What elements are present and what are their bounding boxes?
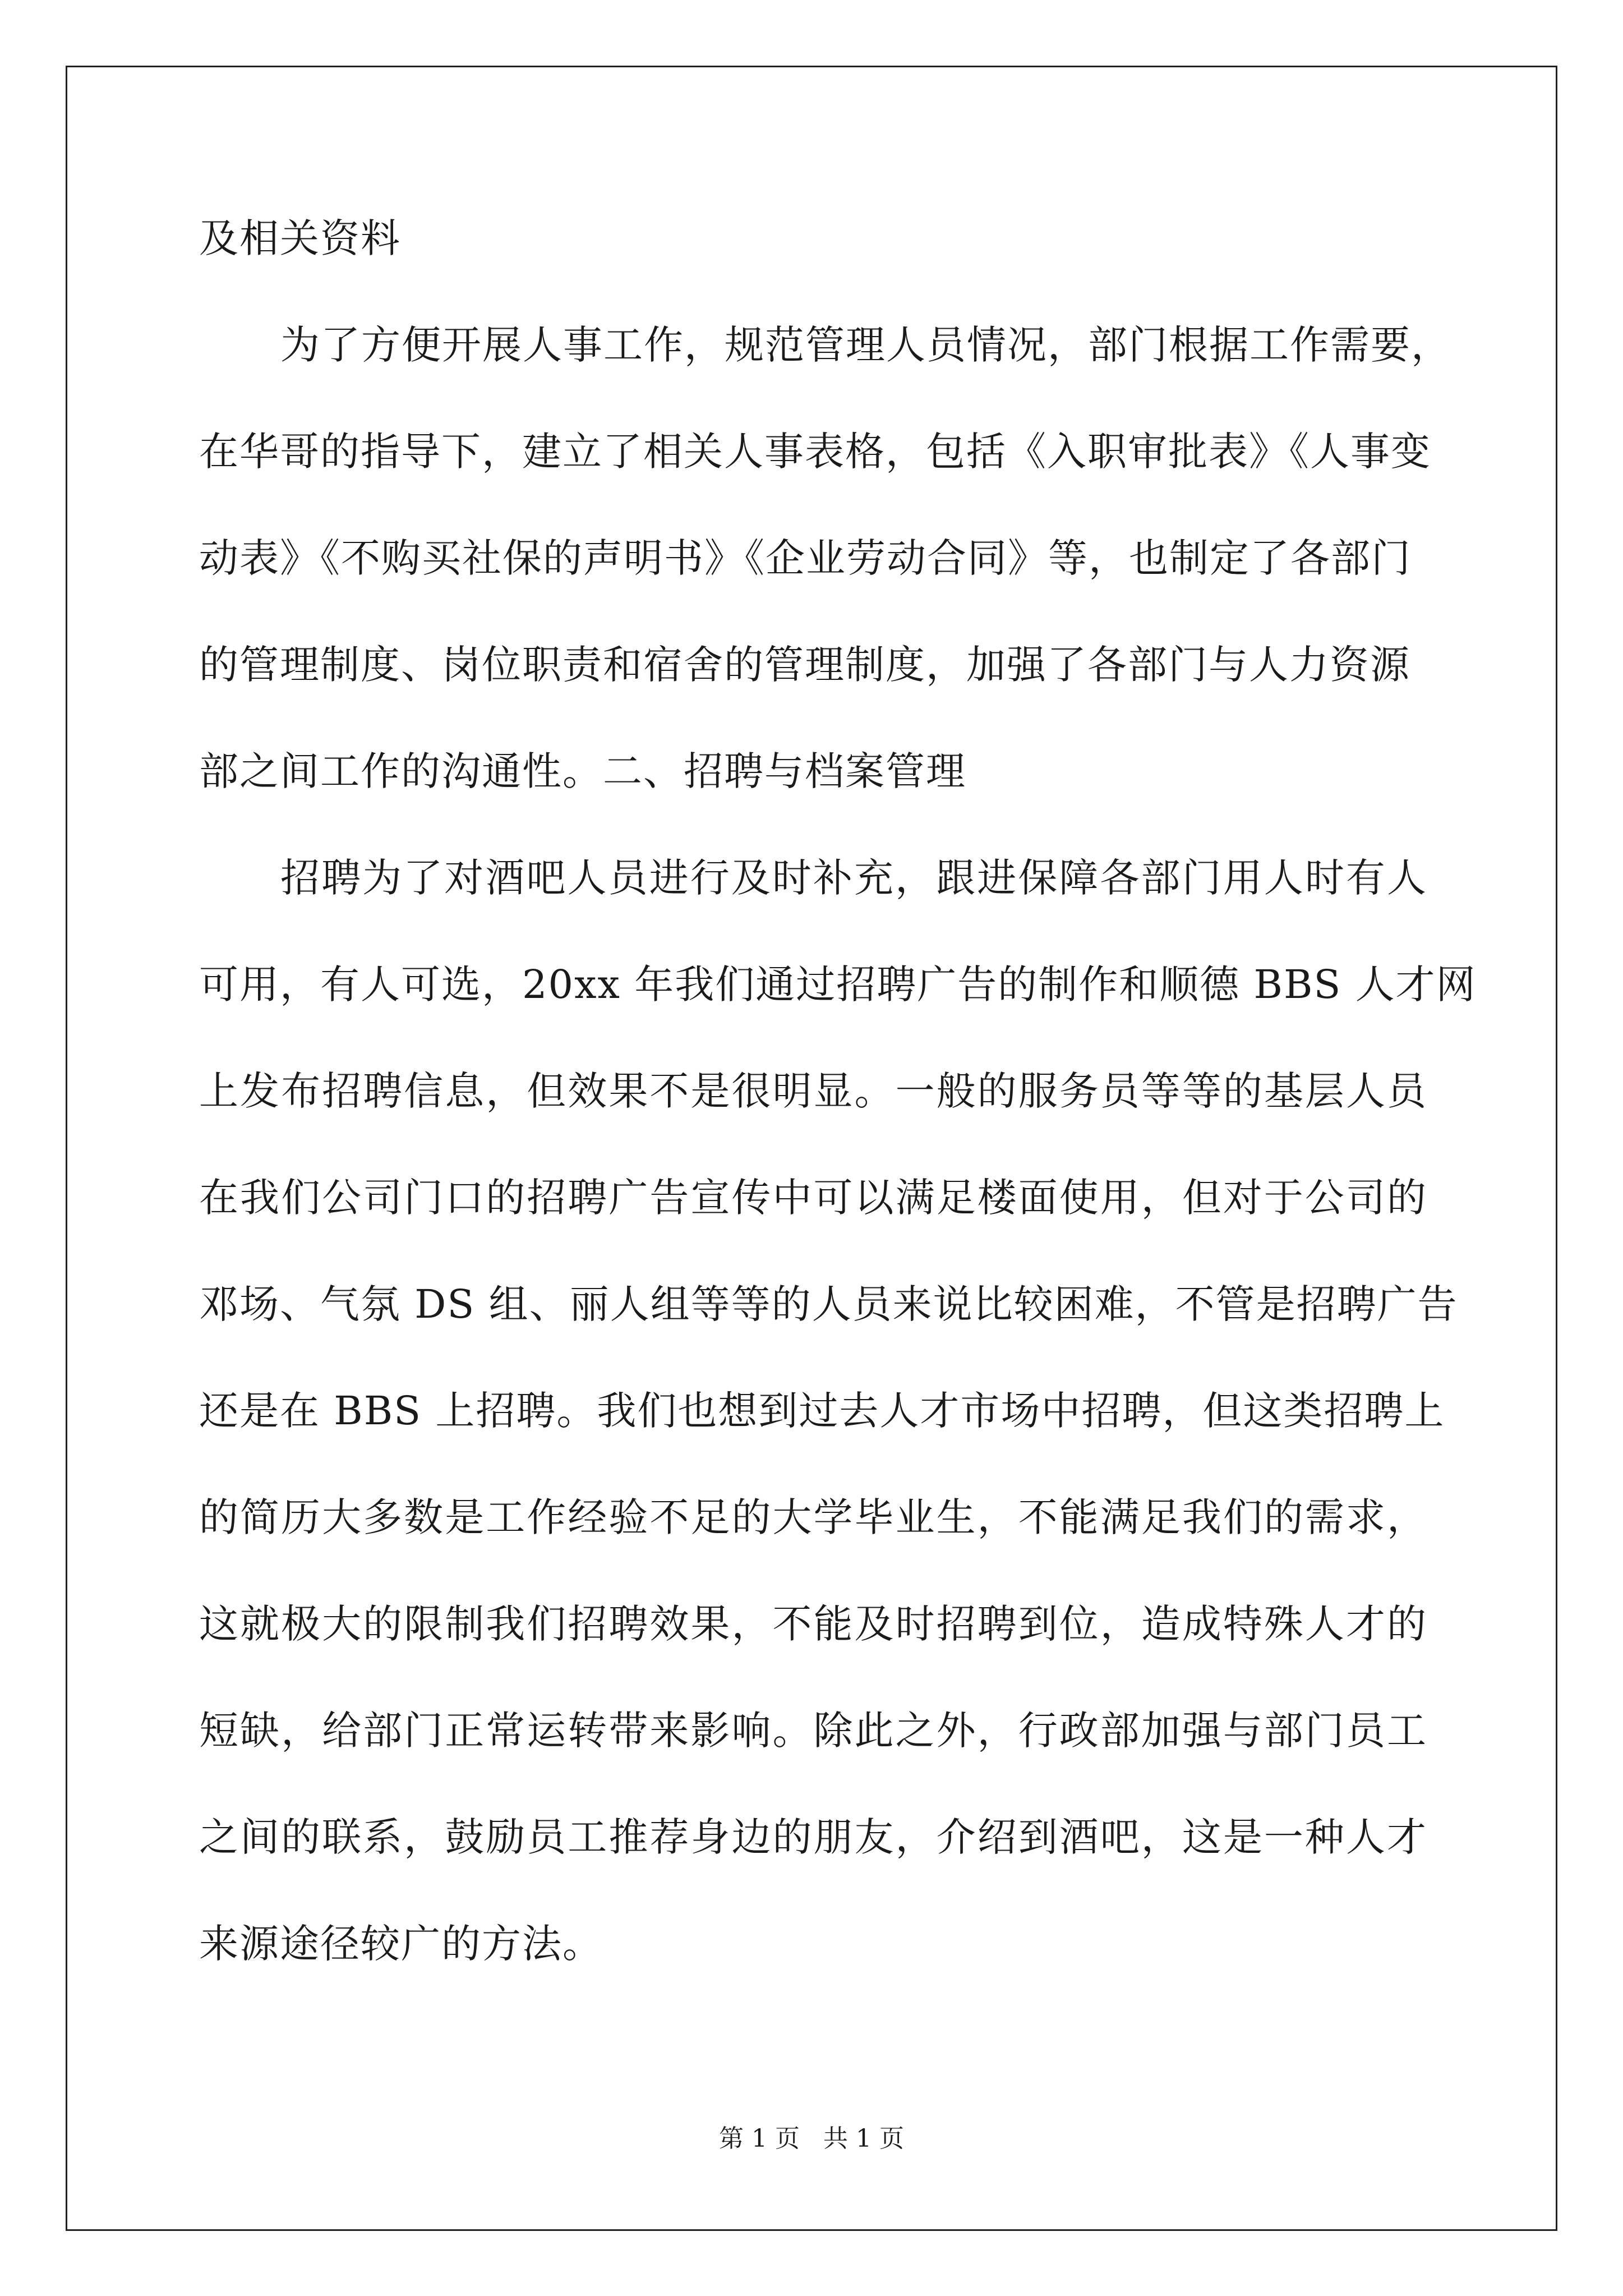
heading-fragment: 及相关资料 <box>199 215 401 261</box>
paragraph-2-line-5: 邓场、气氛 DS 组、丽人组等等的人员来说比较困难，不管是招聘广告 <box>199 1281 1458 1327</box>
paragraph-1-line-5: 部之间工作的沟通性。二、招聘与档案管理 <box>199 748 966 794</box>
paragraph-2-line-11: 来源途径较广的方法。 <box>199 1921 603 1967</box>
paragraph-2-line-2: 可用，有人可选，20xx 年我们通过招聘广告的制作和顺德 BBS 人才网 <box>199 961 1477 1007</box>
paragraph-1-line-2: 在华哥的指导下，建立了相关人事表格，包括《入职审批表》《人事变 <box>199 429 1431 475</box>
paragraph-2-line-3: 上发布招聘信息，但效果不是很明显。一般的服务员等等的基层人员 <box>199 1068 1427 1114</box>
paragraph-2-line-8: 这就极大的限制我们招聘效果，不能及时招聘到位，造成特殊人才的 <box>199 1601 1427 1647</box>
page-number-footer: 第 1 页 共 1 页 <box>719 2124 904 2153</box>
page-border <box>66 66 1557 2231</box>
paragraph-2-line-6: 还是在 BBS 上招聘。我们也想到过去人才市场中招聘，但这类招聘上 <box>199 1388 1445 1434</box>
paragraph-2-line-9: 短缺，给部门正常运转带来影响。除此之外，行政部加强与部门员工 <box>199 1708 1427 1754</box>
paragraph-1-line-4: 的管理制度、岗位职责和宿舍的管理制度，加强了各部门与人力资源 <box>199 642 1410 688</box>
paragraph-2-line-1: 招聘为了对酒吧人员进行及时补充，跟进保障各部门用人时有人 <box>280 855 1427 901</box>
paragraph-2-line-4: 在我们公司门口的招聘广告宣传中可以满足楼面使用，但对于公司的 <box>199 1175 1427 1221</box>
paragraph-1-line-3: 动表》《不购买社保的声明书》《企业劳动合同》等，也制定了各部门 <box>199 535 1412 581</box>
paragraph-1-line-1: 为了方便开展人事工作，规范管理人员情况，部门根据工作需要， <box>280 322 1451 368</box>
paragraph-2-line-7: 的简历大多数是工作经验不足的大学毕业生，不能满足我们的需求， <box>199 1494 1427 1540</box>
paragraph-2-line-10: 之间的联系，鼓励员工推荐身边的朋友，介绍到酒吧，这是一种人才 <box>199 1814 1427 1860</box>
